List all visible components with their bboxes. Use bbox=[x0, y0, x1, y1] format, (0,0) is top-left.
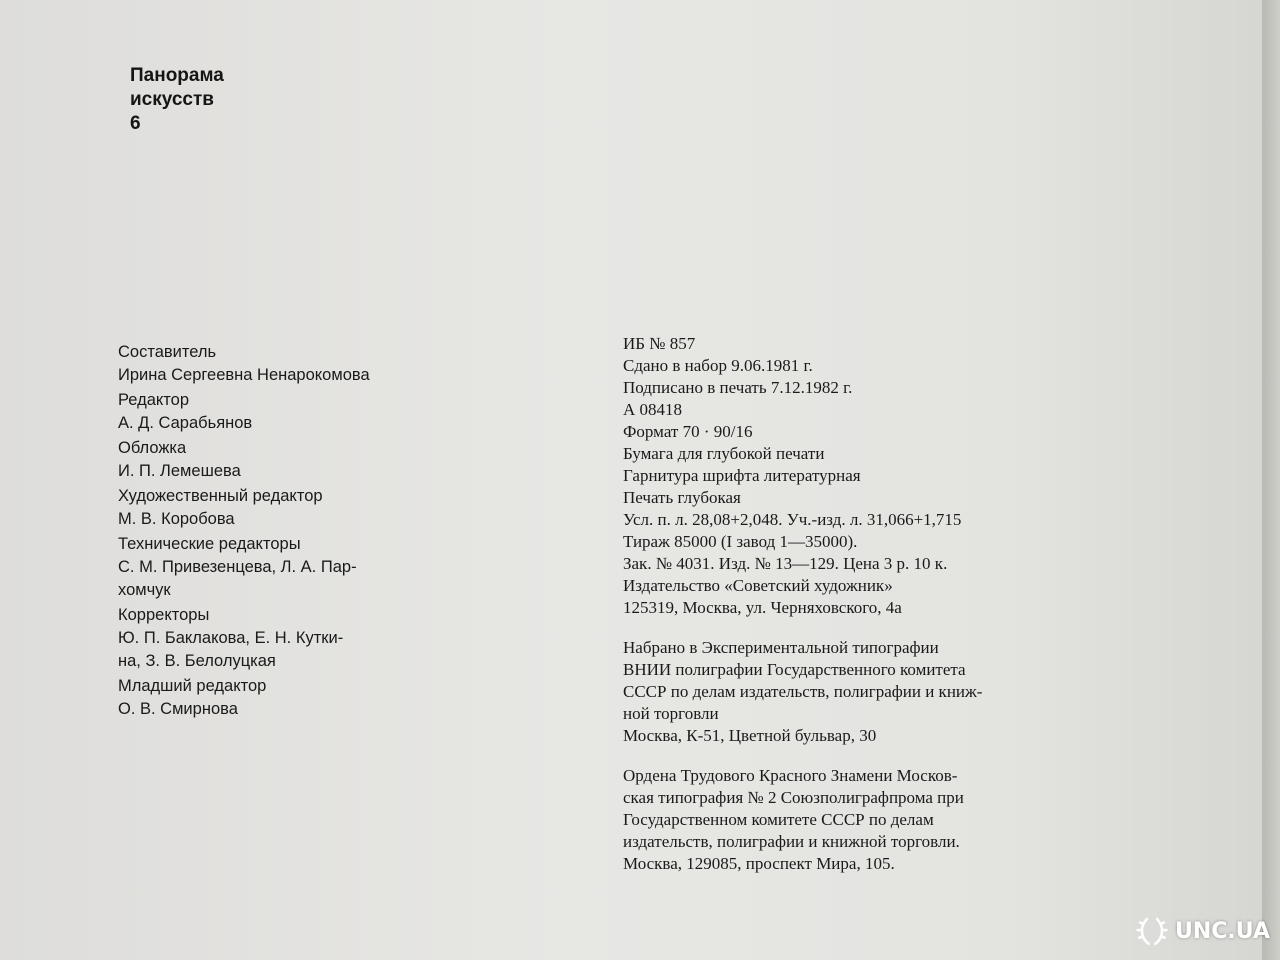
printer-line: ская типография № 2 Союзполиграфпрома при bbox=[623, 788, 964, 807]
credit-name: на, З. В. Белолуцкая bbox=[118, 652, 276, 670]
credit-role: Младший редактор bbox=[118, 677, 267, 695]
credit-name: Ю. П. Баклакова, Е. Н. Кутки- bbox=[118, 629, 344, 647]
series-volume-number: 6 bbox=[130, 113, 141, 134]
credit-role: Художественный редактор bbox=[118, 487, 323, 505]
credit-block bbox=[118, 485, 558, 531]
credits-list bbox=[118, 341, 558, 723]
publisher-name: Издательство «Советский художник» bbox=[623, 576, 893, 595]
credit-block bbox=[118, 341, 558, 387]
credit-block bbox=[118, 604, 558, 673]
printed-sheets: Усл. п. л. 28,08+2,048. Уч.-изд. л. 31,066+1,715 bbox=[623, 510, 962, 529]
credit-name: С. М. Привезенцева, Л. А. Пар- bbox=[118, 558, 357, 576]
publisher-address: 125319, Москва, ул. Черняховского, 4а bbox=[623, 598, 902, 617]
series-title bbox=[130, 64, 224, 136]
ib-number: ИБ № 857 bbox=[623, 334, 696, 353]
series-title-line-1: Панорама bbox=[130, 65, 224, 86]
typesetting-line: ВНИИ полиграфии Государственного комитета bbox=[623, 660, 966, 679]
credit-name: И. П. Лемешева bbox=[118, 462, 241, 480]
credit-role: Редактор bbox=[118, 391, 190, 409]
credit-name: хомчук bbox=[118, 581, 171, 599]
typesetting-info bbox=[623, 637, 1143, 747]
printer-line: издательств, полиграфии и книжной торговли. bbox=[623, 832, 960, 851]
series-title-line-2: искусств bbox=[130, 89, 214, 110]
printer-line: Ордена Трудового Красного Знамени Москов- bbox=[623, 766, 958, 785]
credit-block bbox=[118, 437, 558, 483]
submitted-date: Сдано в набор 9.06.1981 г. bbox=[623, 356, 813, 375]
printer-info bbox=[623, 765, 1143, 875]
credit-role: Составитель bbox=[118, 343, 217, 361]
watermark-text: UNC.UA bbox=[1175, 918, 1270, 944]
typesetting-line: СССР по делам издательств, полиграфии и книж- bbox=[623, 682, 983, 701]
laurel-wreath-icon bbox=[1135, 914, 1169, 948]
typesetting-line: Набрано в Экспериментальной типографии bbox=[623, 638, 939, 657]
printer-line: Государственном комитете СССР по делам bbox=[623, 810, 934, 829]
credit-role: Технические редакторы bbox=[118, 535, 301, 553]
typeface: Гарнитура шрифта литературная bbox=[623, 466, 861, 485]
signed-date: Подписано в печать 7.12.1982 г. bbox=[623, 378, 853, 397]
typesetting-line: Москва, К-51, Цветной бульвар, 30 bbox=[623, 726, 877, 745]
credit-block bbox=[118, 389, 558, 435]
printing-method: Печать глубокая bbox=[623, 488, 741, 507]
credit-name: А. Д. Сарабьянов bbox=[118, 414, 253, 432]
credit-name: О. В. Смирнова bbox=[118, 700, 238, 718]
printer-line: Москва, 129085, проспект Мира, 105. bbox=[623, 854, 895, 873]
typesetting-line: ной торговли bbox=[623, 704, 719, 723]
next-page-edge bbox=[1262, 0, 1280, 960]
paper-type: Бумага для глубокой печати bbox=[623, 444, 825, 463]
publication-details bbox=[623, 333, 1143, 875]
credit-name: М. В. Коробова bbox=[118, 510, 235, 528]
credit-role: Корректоры bbox=[118, 606, 210, 624]
format: Формат 70 · 90/16 bbox=[623, 422, 753, 441]
censor-code: А 08418 bbox=[623, 400, 683, 419]
site-watermark bbox=[1135, 914, 1270, 948]
print-run: Тираж 85000 (I завод 1—35000). bbox=[623, 532, 858, 551]
credit-name: Ирина Сергеевна Ненарокомова bbox=[118, 366, 370, 384]
credit-block bbox=[118, 533, 558, 602]
order-and-price: Зак. № 4031. Изд. № 13—129. Цена 3 р. 10 к. bbox=[623, 554, 948, 573]
credit-role: Обложка bbox=[118, 439, 187, 457]
credit-block bbox=[118, 675, 558, 721]
